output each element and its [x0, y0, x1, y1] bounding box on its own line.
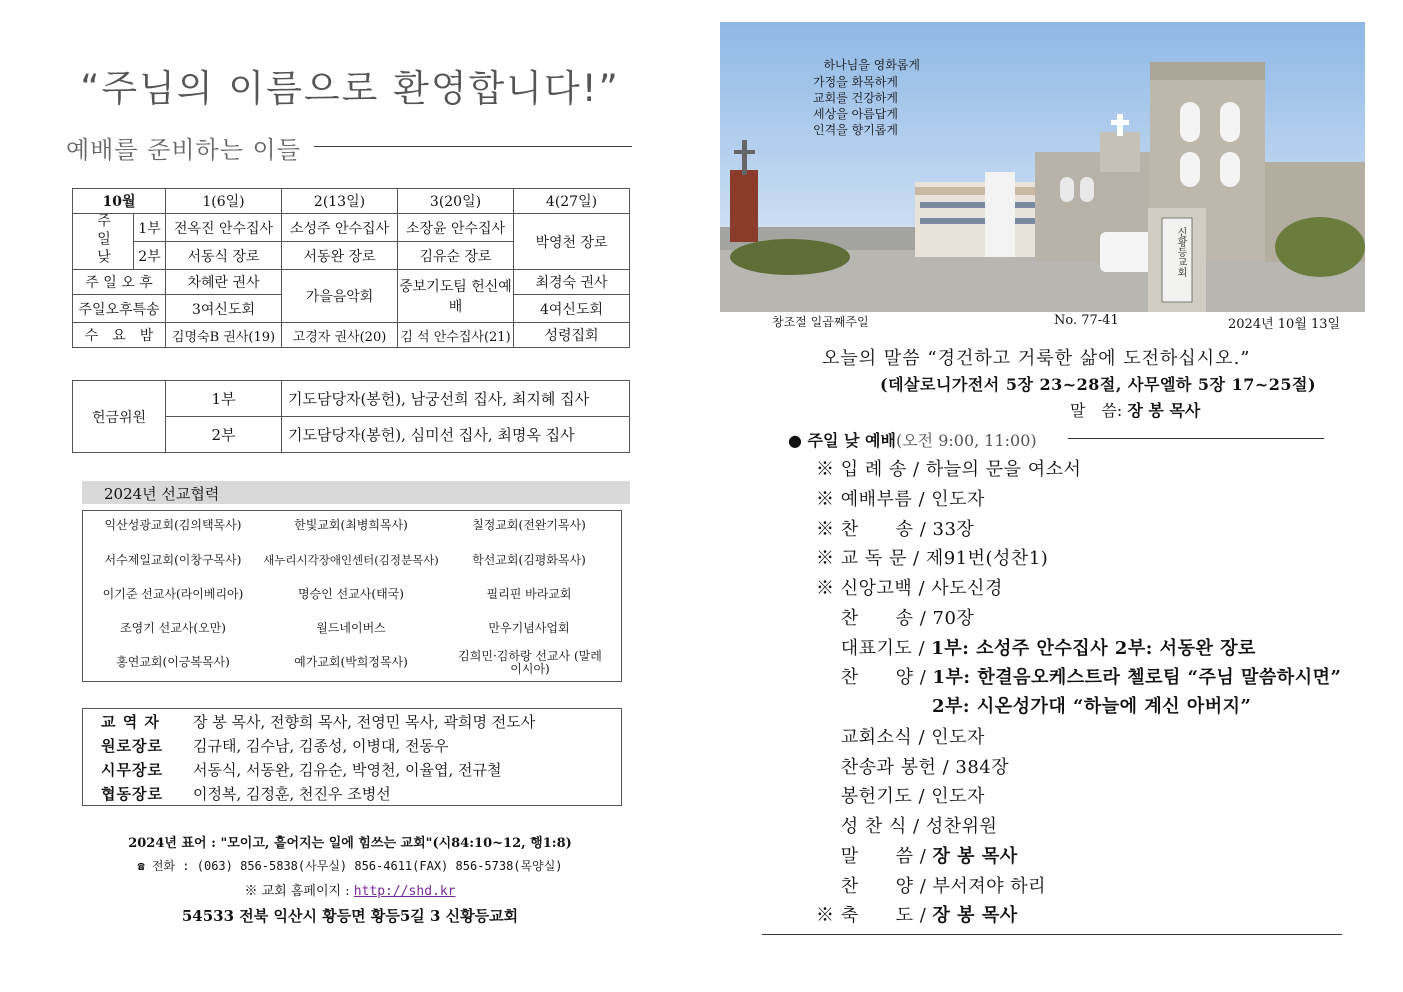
duty-cell: 차혜란 권사 — [166, 270, 282, 295]
mission-item: 한빛교회(최병희목사) — [294, 518, 408, 532]
liturgical-season: 창조절 일곱째주일 — [772, 315, 869, 329]
offering-part: 1부 — [166, 381, 282, 417]
week-header: 2(13일) — [282, 189, 398, 214]
mission-item: 필리핀 바라교회 — [486, 587, 572, 601]
order-item: 찬 양 / 1부: 한결음오케스트라 첼로팀 “주님 말씀하시면” — [816, 667, 1342, 688]
order-item: 찬송과 봉헌 / 384장 — [816, 757, 1010, 778]
duty-cell: 소성주 안수집사 — [282, 214, 398, 242]
mission-item: 조영기 선교사(오만) — [120, 621, 226, 635]
photo-motto: 세상을 아름답게 — [813, 107, 898, 121]
sunday-day-label: 주일낮 — [73, 214, 134, 270]
scripture-reference: (데살로니가전서 5장 23~28절, 사무엘하 5장 17~25절) — [880, 375, 1317, 394]
duty-cell: 성령집회 — [514, 323, 630, 348]
order-item: 찬 양 / 부서져야 하리 — [816, 876, 1047, 897]
church-sign-text: 신황등교회 — [1175, 227, 1186, 277]
staff-row — [101, 759, 502, 780]
sermon-theme: 오늘의 말씀 “경건하고 거룩한 삶에 도전하십시오.” — [822, 348, 1251, 369]
offering-part: 2부 — [166, 417, 282, 453]
photo-motto: 가정을 화목하게 — [813, 75, 898, 89]
afternoon-label: 주 일 오 후 — [73, 270, 166, 295]
mission-item: 만우기념사업회 — [488, 621, 570, 635]
order-item: 찬 송 / 70장 — [816, 608, 975, 629]
mission-item: 서수제일교회(이창구목사) — [104, 553, 242, 567]
mission-item: 새누리시각장애인센터(김정분목사) — [263, 553, 439, 567]
worship-title: ● 주일 낮 예배 — [788, 431, 896, 450]
homepage-label: ※ 교회 홈페이지 : — [244, 884, 354, 899]
order-item: 2부: 시온성가대 “하늘에 계신 아버지” — [932, 696, 1252, 717]
preacher-name: 장 봉 목사 — [1127, 401, 1201, 420]
order-item: ※ 교 독 문 / 제91번(성찬1) — [816, 548, 1049, 569]
mission-item: 김희민·김하랑 선교사 (말레이시아) — [458, 649, 602, 676]
order-item: 말 씀 / 장 봉 목사 — [816, 846, 1018, 867]
welcome-heading: “주님의 이름으로 환영합니다!” — [80, 67, 620, 110]
staff-row — [101, 711, 535, 732]
staff-label: 교 역 자 — [101, 713, 160, 731]
mission-item: 홍연교회(이긍복목사) — [116, 655, 230, 669]
worship-divider — [1068, 438, 1324, 439]
week-header: 3(20일) — [398, 189, 514, 214]
staff-names: 서동식, 서동완, 김유순, 박영천, 이율엽, 전규철 — [193, 761, 502, 779]
part1-label: 1부 — [134, 214, 166, 242]
order-item: 교회소식 / 인도자 — [816, 727, 985, 748]
duty-cell: 김 석 안수집사(21) — [398, 323, 514, 348]
bulletin-number: No. 77-41 — [1054, 313, 1119, 328]
offering-names: 기도담당자(봉헌), 심미선 집사, 최명옥 집사 — [282, 417, 630, 453]
order-item: ※ 입 례 송 / 하늘의 문을 여소서 — [816, 459, 1082, 480]
special-label: 주일오후특송 — [73, 295, 166, 323]
staff-row — [101, 735, 449, 756]
duty-cell: 박영천 장로 — [514, 214, 630, 270]
order-item: ※ 예배부름 / 인도자 — [816, 489, 985, 510]
mission-item: 익산성광교회(김의택목사) — [104, 518, 242, 532]
mission-item: 명승인 선교사(태국) — [298, 587, 404, 601]
duty-cell: 김명숙B 권사(19) — [166, 323, 282, 348]
order-item: 봉헌기도 / 인도자 — [816, 786, 985, 807]
bulletin-date: 2024년 10월 13일 — [1228, 317, 1341, 332]
duty-cell: 최경숙 권사 — [514, 270, 630, 295]
week-header: 1(6일) — [166, 189, 282, 214]
mission-title: 2024년 선교협력 — [104, 485, 220, 503]
order-item: 성 찬 식 / 성찬위원 — [816, 816, 998, 837]
photo-motto: 하나님을 영화롭게 — [823, 58, 920, 72]
order-item: ※ 축 도 / 장 봉 목사 — [816, 905, 1018, 926]
worship-time: (오전 9:00, 11:00) — [895, 431, 1037, 450]
week-header: 4(27일) — [514, 189, 630, 214]
duty-cell: 김유순 장로 — [398, 242, 514, 270]
duty-cell: 고경자 권사(20) — [282, 323, 398, 348]
church-address: 54533 전북 익산시 황등면 황등5길 3 신황등교회 — [181, 907, 519, 925]
offering-names: 기도담당자(봉헌), 남궁선희 집사, 최지혜 집사 — [282, 381, 630, 417]
photo-motto: 교회를 건강하게 — [813, 91, 898, 105]
phone-info: ☎ 전화 : (063) 856-5838(사무실) 856-4611(FAX) 856-5738(목양실) — [137, 859, 563, 873]
duty-cell: 소장윤 안수집사 — [398, 214, 514, 242]
staff-list — [82, 708, 622, 806]
mission-list — [82, 510, 622, 682]
mission-item: 칠정교회(전완기목사) — [472, 518, 586, 532]
yearly-motto: 2024년 표어 : "모이고, 흩어지는 일에 힘쓰는 교회"(시84:10~12, 행1:8) — [128, 836, 572, 851]
duty-cell: 서동식 장로 — [166, 242, 282, 270]
offering-table — [72, 380, 630, 453]
wednesday-label: 수 요 밤 — [73, 323, 166, 348]
staff-row — [101, 783, 391, 804]
duty-schedule-table — [72, 188, 630, 348]
staff-names: 이정복, 김정훈, 천진우 조병선 — [193, 785, 391, 803]
preacher-label: 말 씀: — [1070, 401, 1123, 420]
order-item: 대표기도 / 1부: 소성주 안수집사 2부: 서동완 장로 — [816, 638, 1256, 659]
staff-label: 협동장로 — [101, 785, 163, 803]
duty-cell: 가을음악회 — [282, 270, 398, 323]
photo-motto: 인격을 향기롭게 — [813, 123, 898, 137]
prep-section-title: 예배를 준비하는 이들 — [66, 136, 301, 164]
preacher-line — [1070, 398, 1200, 421]
church-photo — [720, 22, 1365, 312]
offering-label: 헌금위원 — [73, 381, 166, 453]
duty-cell: 서동완 장로 — [282, 242, 398, 270]
title-divider — [314, 146, 632, 147]
staff-label: 원로장로 — [101, 737, 163, 755]
mission-item: 월드네이버스 — [316, 621, 386, 635]
order-item: ※ 찬 송 / 33장 — [816, 519, 975, 540]
duty-cell: 3여신도회 — [166, 295, 282, 323]
homepage-link[interactable]: http://shd.kr — [353, 884, 456, 899]
worship-header — [788, 428, 1037, 451]
staff-names: 김규태, 김수남, 김종성, 이병대, 전동우 — [193, 737, 449, 755]
duty-cell: 중보기도팀 헌신예배 — [398, 270, 514, 323]
staff-names: 장 봉 목사, 전향희 목사, 전영민 목사, 곽희명 전도사 — [193, 713, 536, 731]
mission-item: 예가교회(박희정목사) — [294, 655, 408, 669]
mission-item: 학선교회(김평화목사) — [472, 553, 586, 567]
mission-item: 이기준 선교사(라이베리아) — [102, 587, 244, 601]
duty-cell: 전옥진 안수집사 — [166, 214, 282, 242]
order-item: ※ 신앙고백 / 사도신경 — [816, 578, 1003, 599]
duty-cell: 4여신도회 — [514, 295, 630, 323]
homepage-line — [0, 880, 700, 899]
bottom-divider — [762, 934, 1342, 935]
month-header: 10월 — [73, 189, 166, 214]
staff-label: 시무장로 — [101, 761, 163, 779]
part2-label: 2부 — [134, 242, 166, 270]
